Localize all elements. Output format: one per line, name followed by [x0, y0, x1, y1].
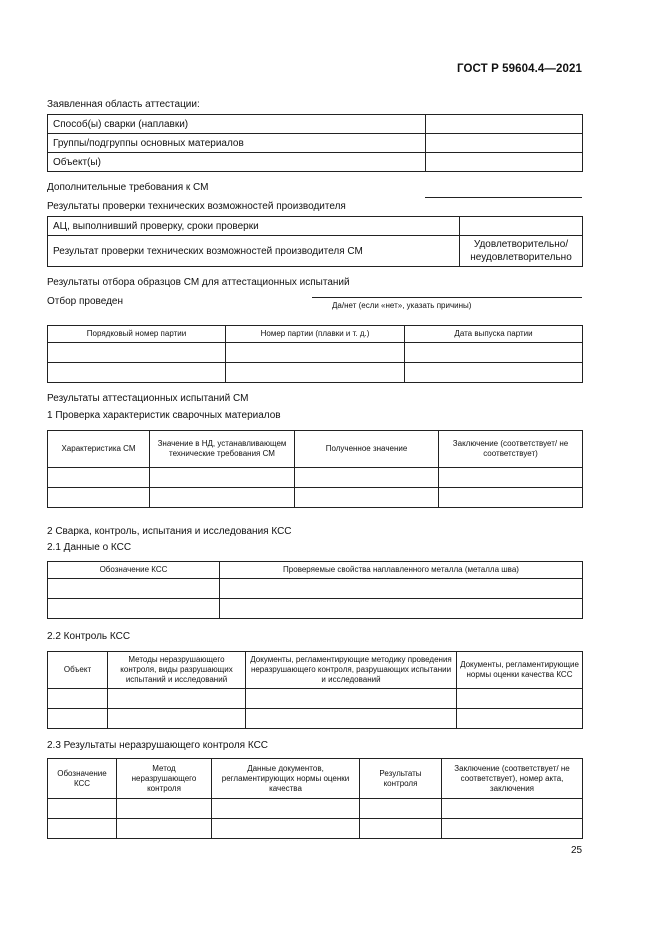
materials-header: Характеристика СМ [48, 431, 150, 468]
section-title-area: Заявленная область аттестации: [47, 99, 200, 110]
table-cell[interactable] [48, 819, 117, 839]
table-cell[interactable] [48, 709, 108, 729]
table-cell[interactable] [220, 599, 583, 619]
check-row-label: АЦ, выполнивший проверку, сроки проверки [48, 217, 460, 236]
table-cell[interactable] [295, 488, 439, 508]
table-cell[interactable] [442, 799, 583, 819]
kss-header: Обозначение КСС [48, 562, 220, 579]
table-cell[interactable] [48, 599, 220, 619]
section-title-extra: Дополнительные требования к СМ [47, 182, 209, 193]
section-title-sampling: Результаты отбора образцов СМ для аттестационных испытаний [47, 277, 350, 288]
area-row-label: Способ(ы) сварки (наплавки) [48, 115, 426, 134]
ndt-results-table [47, 758, 583, 839]
control-header: Объект [48, 652, 108, 689]
table-cell[interactable] [48, 689, 108, 709]
check-result-value: Удовлетворительно/ неудовлетворительно [460, 236, 583, 267]
ndt-header: Заключение (соответствует/ не соответствует), номер акта, заключения [442, 759, 583, 799]
document-id: ГОСТ Р 59604.4—2021 [457, 63, 582, 75]
section-title-check: Результаты проверки технических возможностей производителя [47, 201, 346, 212]
table-cell[interactable] [226, 363, 405, 383]
area-row-value[interactable] [426, 134, 583, 153]
extra-requirements-line[interactable] [425, 197, 582, 198]
table-cell[interactable] [457, 689, 583, 709]
materials-header: Полученное значение [295, 431, 439, 468]
sampling-header: Дата выпуска партии [405, 326, 583, 343]
table-cell[interactable] [48, 799, 117, 819]
area-row-value[interactable] [426, 115, 583, 134]
table-cell[interactable] [442, 819, 583, 839]
sampling-header: Порядковый номер партии [48, 326, 226, 343]
kss-control-table [47, 651, 583, 729]
table-cell[interactable] [360, 799, 442, 819]
check-table [47, 216, 583, 267]
subsection-2-3: 2.3 Результаты неразрушающего контроля КСС [47, 740, 269, 751]
materials-header: Значение в НД, устанавливающем технические требования СМ [150, 431, 295, 468]
check-row-value[interactable] [460, 217, 583, 236]
table-cell[interactable] [220, 579, 583, 599]
table-cell[interactable] [212, 819, 360, 839]
table-cell[interactable] [108, 689, 246, 709]
sampling-header: Номер партии (плавки и т. д.) [226, 326, 405, 343]
subsection-2-1: 2.1 Данные о КСС [47, 542, 132, 553]
control-header: Документы, регламентирующие методику проведения неразрушающего контроля, разрушающих испытании и исследований [246, 652, 457, 689]
check-row-label: Результат проверки технических возможностей производителя СМ [48, 236, 460, 267]
table-cell[interactable] [48, 343, 226, 363]
ndt-header: Обозначение КСС [48, 759, 117, 799]
table-cell[interactable] [295, 468, 439, 488]
ndt-header: Данные документов, регламентирующих нормы оценки качества [212, 759, 360, 799]
materials-table [47, 430, 583, 508]
table-cell[interactable] [117, 819, 212, 839]
table-cell[interactable] [405, 343, 583, 363]
subsection-2: 2 Сварка, контроль, испытания и исследования КСС [47, 526, 292, 537]
table-cell[interactable] [226, 343, 405, 363]
control-header: Документы, регламентирующие нормы оценки качества КСС [457, 652, 583, 689]
table-cell[interactable] [48, 468, 150, 488]
sampling-table [47, 325, 583, 383]
subsection-1: 1 Проверка характеристик сварочных материалов [47, 410, 281, 421]
table-cell[interactable] [108, 709, 246, 729]
kss-data-table [47, 561, 583, 619]
control-header: Методы неразрушающего контроля, виды разрушающих испытаний и исследований [108, 652, 246, 689]
table-cell[interactable] [150, 468, 295, 488]
table-cell[interactable] [405, 363, 583, 383]
table-cell[interactable] [360, 819, 442, 839]
table-cell[interactable] [439, 468, 583, 488]
table-cell[interactable] [48, 579, 220, 599]
sampling-answer-line[interactable] [312, 297, 582, 298]
subsection-2-2: 2.2 Контроль КСС [47, 631, 131, 642]
ndt-header: Метод неразрушающего контроля [117, 759, 212, 799]
area-row-label: Группы/подгруппы основных материалов [48, 134, 426, 153]
area-table [47, 114, 583, 172]
table-cell[interactable] [150, 488, 295, 508]
sampling-label: Отбор проведен [47, 296, 123, 307]
table-cell[interactable] [246, 689, 457, 709]
table-cell[interactable] [212, 799, 360, 819]
table-cell[interactable] [439, 488, 583, 508]
table-cell[interactable] [246, 709, 457, 729]
table-cell[interactable] [457, 709, 583, 729]
ndt-header: Результаты контроля [360, 759, 442, 799]
page-number: 25 [571, 845, 583, 856]
table-cell[interactable] [48, 488, 150, 508]
materials-header: Заключение (соответствует/ не соответствует) [439, 431, 583, 468]
section-title-results: Результаты аттестационных испытаний СМ [47, 393, 249, 404]
sampling-hint: Да/нет (если «нет», указать причины) [332, 301, 472, 310]
area-row-label: Объект(ы) [48, 153, 426, 172]
table-cell[interactable] [48, 363, 226, 383]
table-cell[interactable] [117, 799, 212, 819]
area-row-value[interactable] [426, 153, 583, 172]
kss-header: Проверяемые свойства наплавленного металла (металла шва) [220, 562, 583, 579]
